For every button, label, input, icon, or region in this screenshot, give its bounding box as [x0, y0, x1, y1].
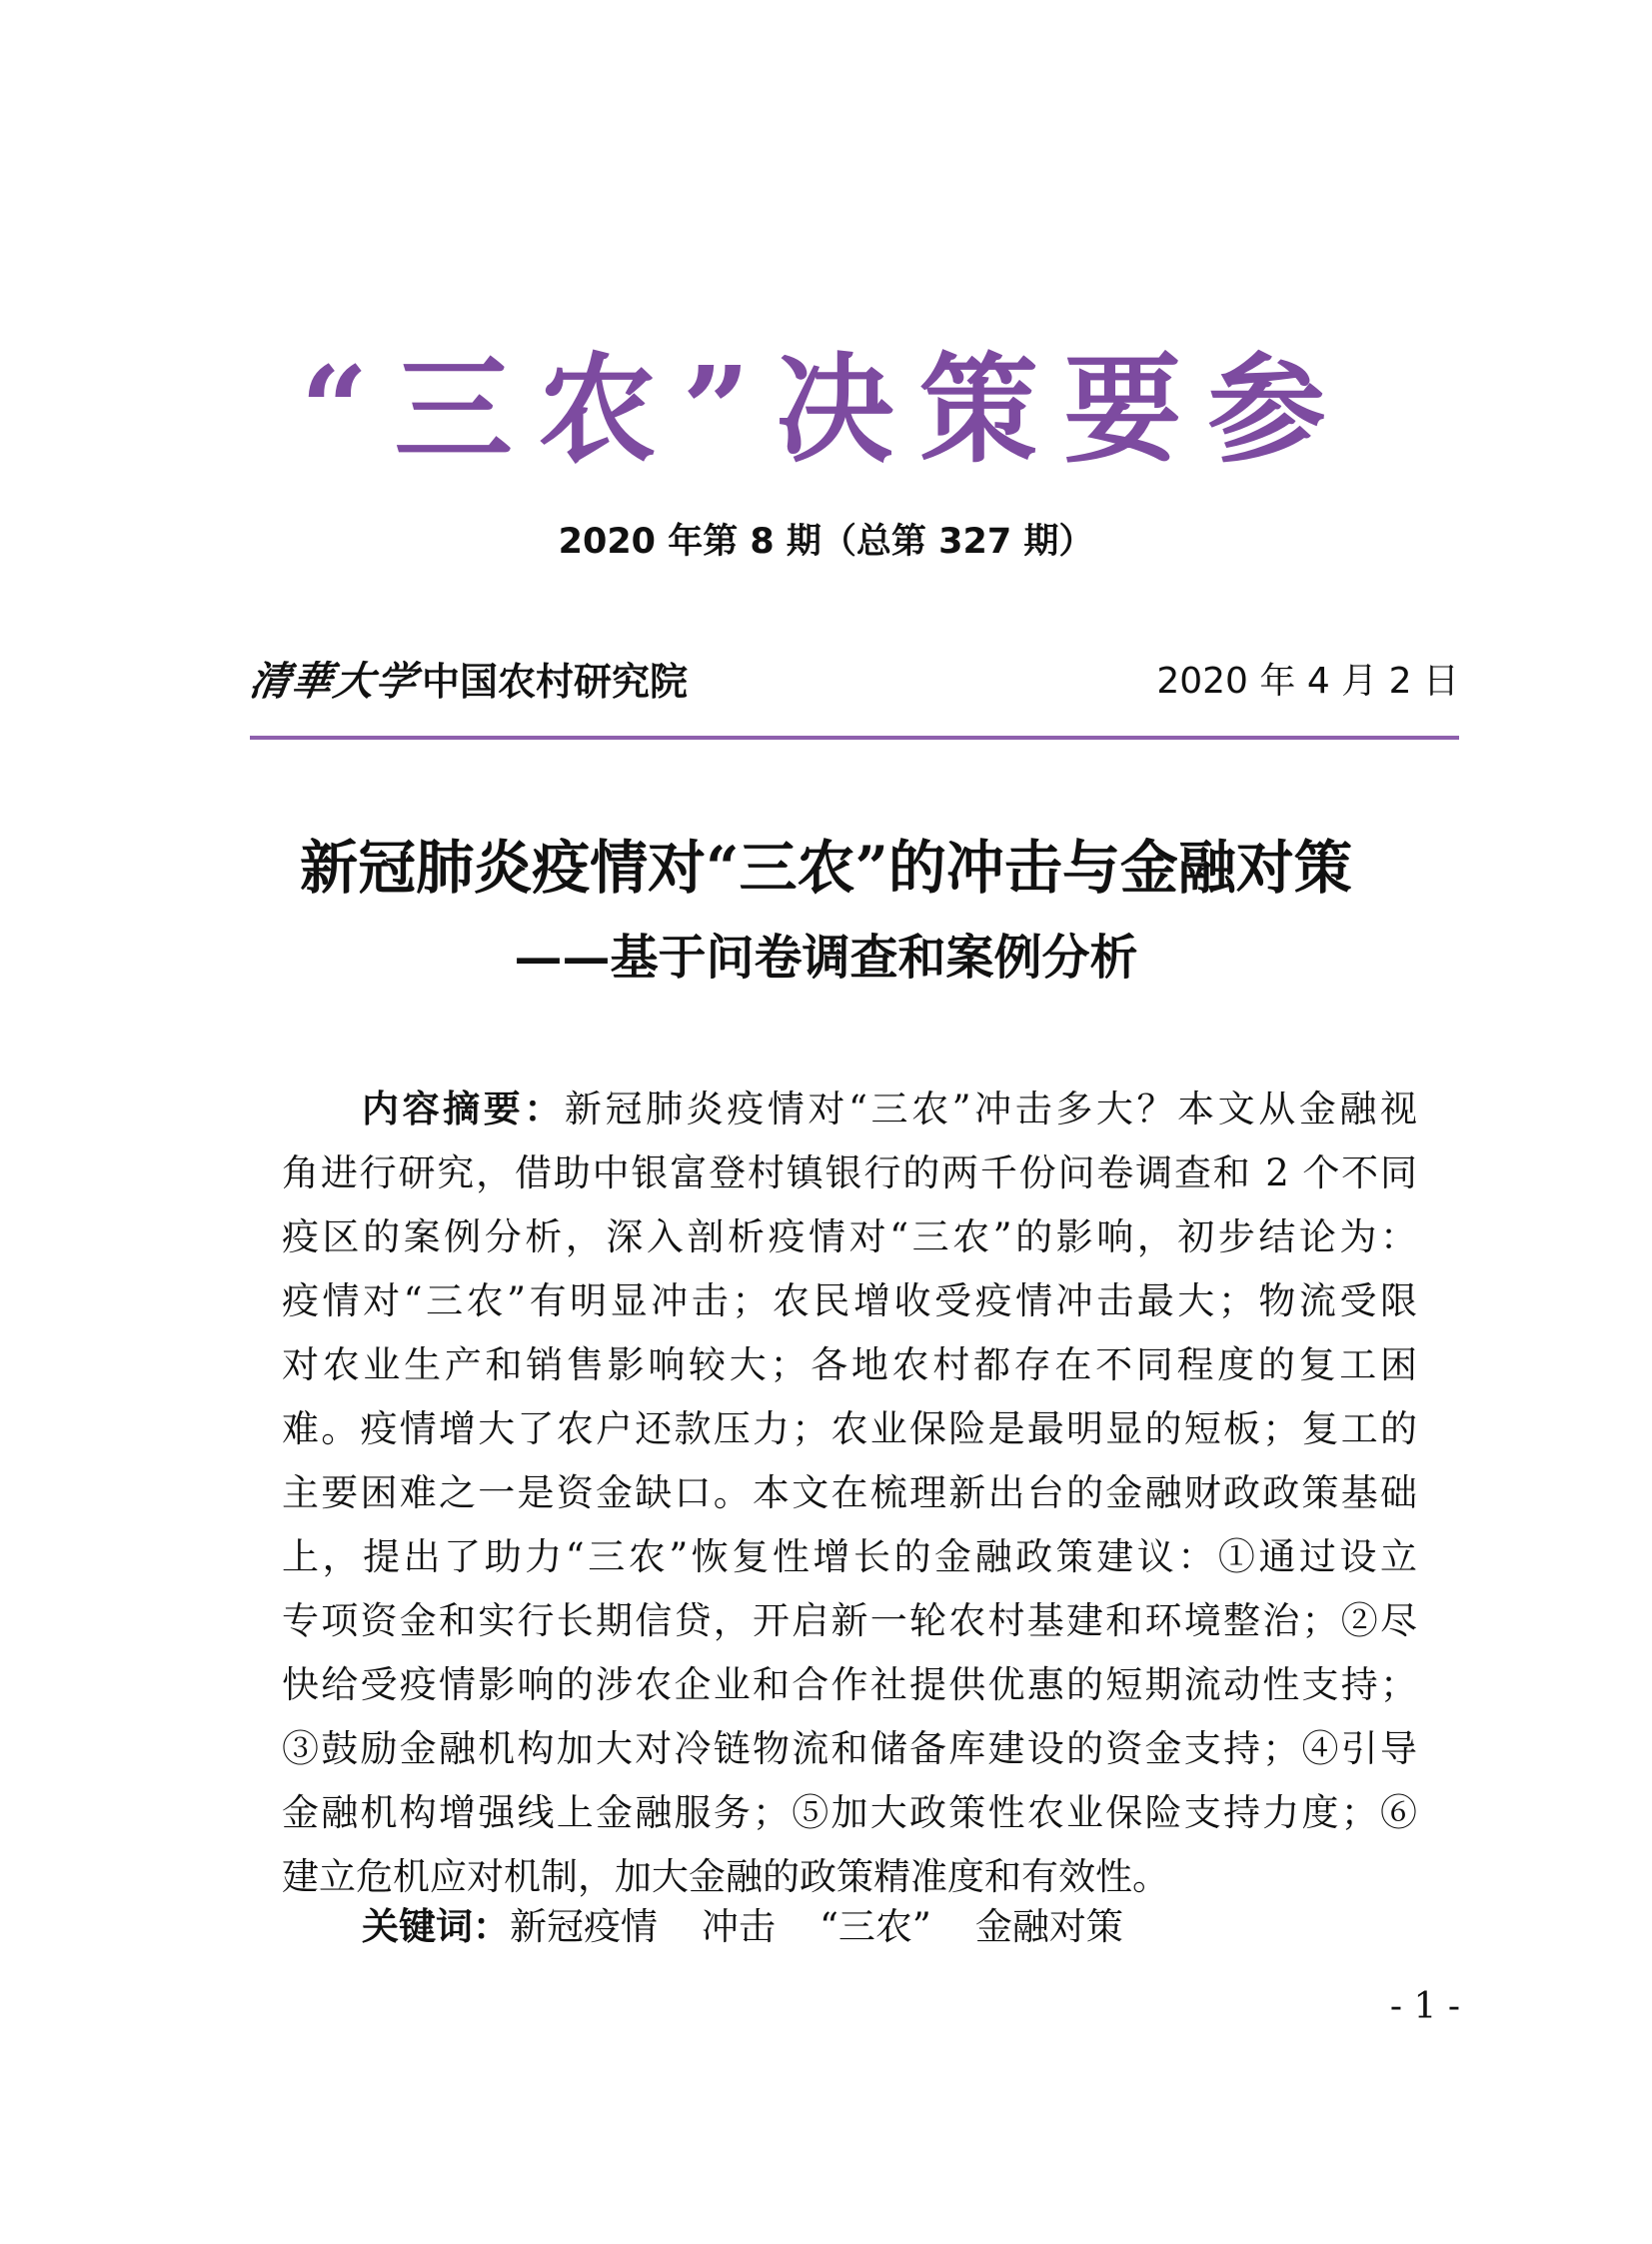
abstract: [282, 1078, 1417, 1909]
masthead-title: “三农”决策要参: [300, 340, 1352, 479]
org-row: [246, 654, 1459, 710]
keywords: [362, 1895, 1167, 1959]
article-subtitle: ——基于问卷调查和案例分析: [514, 930, 1138, 986]
abstract-line: 对农业生产和销售影响较大；各地农村都存在不同程度的复工困: [282, 1343, 1417, 1386]
header-divider: [250, 736, 1459, 740]
institute-name: 中国农村研究院: [422, 660, 689, 704]
abstract-line: 难。疫情增大了农户还款压力；农业保险是最明显的短板；复工的: [282, 1407, 1417, 1450]
abstract-line: 上，提出了助力“三农”恢复性增长的金融政策建议：①通过设立: [282, 1535, 1417, 1578]
publication-date: 2020 年 4 月 2 日: [1156, 661, 1459, 702]
abstract-line: 快给受疫情影响的涉农企业和合作社提供优惠的短期流动性支持；: [282, 1663, 1417, 1706]
keyword: 新冠疫情: [510, 1905, 658, 1948]
abstract-line: ③鼓励金融机构加大对冷链物流和储备库建设的资金支持；④引导: [282, 1727, 1417, 1770]
university-logo-text: 清華大学: [246, 658, 422, 705]
keyword: 冲击: [702, 1905, 776, 1948]
abstract-label: 内容摘要：: [362, 1088, 565, 1130]
issue-number: 2020 年第 8 期（总第 327 期）: [558, 522, 1094, 562]
abstract-line: 金融机构增强线上金融服务；⑤加大政策性农业保险支持力度；⑥: [282, 1791, 1417, 1834]
abstract-line: 建立危机应对机制，加大金融的政策精准度和有效性。: [282, 1855, 1169, 1898]
abstract-line: [282, 1078, 1417, 1141]
keyword: “三农”: [820, 1905, 931, 1948]
abstract-text: 新冠肺炎疫情对“三农”冲击多大？本文从金融视: [564, 1088, 1417, 1130]
article-title: 新冠肺炎疫情对“三农”的冲击与金融对策: [300, 834, 1352, 902]
keyword: 金融对策: [974, 1905, 1123, 1948]
abstract-line: 疫情对“三农”有明显冲击；农民增收受疫情冲击最大；物流受限: [282, 1279, 1417, 1322]
abstract-line: 角进行研究，借助中银富登村镇银行的两千份问卷调查和 2 个不同: [282, 1151, 1417, 1194]
abstract-line: 主要困难之一是资金缺口。本文在梳理新出台的金融财政政策基础: [282, 1471, 1417, 1514]
page-number: - 1 -: [1389, 1986, 1460, 2027]
keywords-label: 关键词：: [362, 1905, 510, 1948]
abstract-line: 疫区的案例分析，深入剖析疫情对“三农”的影响，初步结论为：: [282, 1215, 1417, 1258]
abstract-line: 专项资金和实行长期信贷，开启新一轮农村基建和环境整治；②尽: [282, 1599, 1417, 1642]
